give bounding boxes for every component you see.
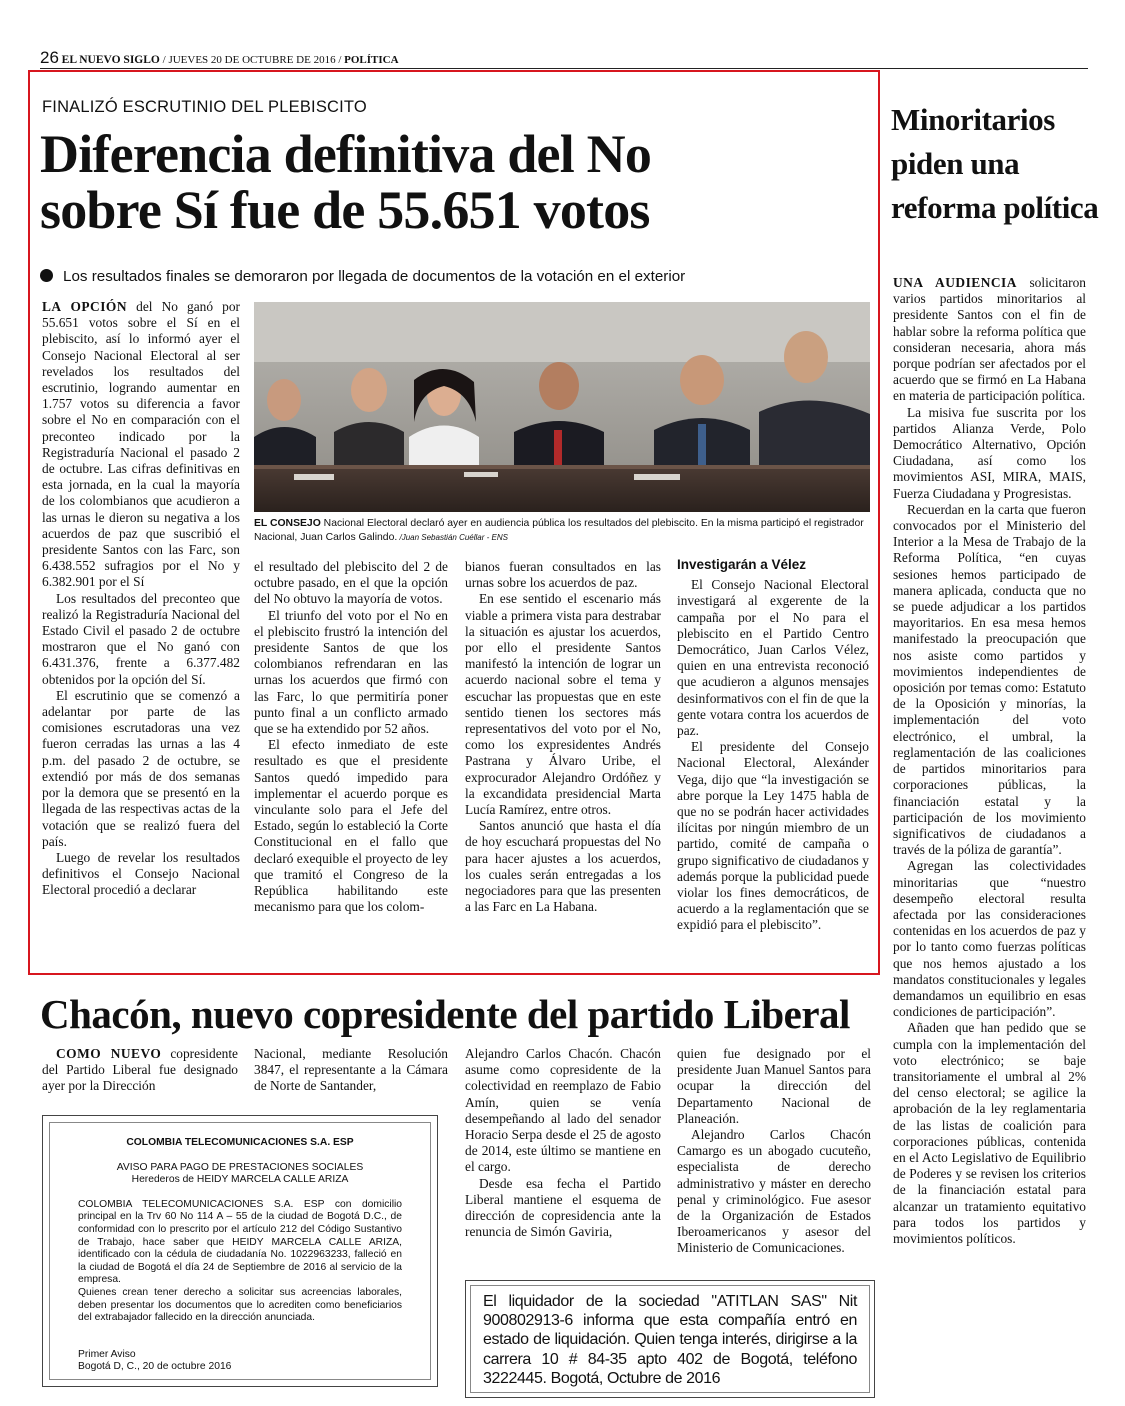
paragraph: quien fue designado por el presidente Juan Manuel Santos para ocupar la dirección del Departamento Nacional de Planeación. bbox=[677, 1046, 871, 1126]
paragraph: Recuerdan en la carta que fueron convocados por el Ministerio del Interior a la Mesa de Trabajo de la Reforma Política, “en cuyas sesiones hemos participado de manera aplicada, conducta que no se puede adjudicar a los partidos mayoritarios. En esa mesa hemos manifestado la preocupación que nos asiste como partidos y movimientos independientes de oposición por temas como: Estatuto de la Oposición y minorías, la implementación del voto electrónico, el umbral, la reglamentación de las coaliciones de partidos minoritarios para corporaciones públicas, la financiación estatal y la participación de los movimiento significativos de ciudadanos a través de la póliza de garantía”. bbox=[893, 501, 1086, 858]
main-headline bbox=[40, 126, 870, 238]
paragraph: Agregan las colectividades minoritarias que “nuestro desempeño electoral resulta afectada por las consideraciones contenidas en los acuerdos de paz y por lo tanto como fuerzas políticas que nos hemos ajustado a los mandatos constitucionales y legales demandamos un equilibrio en esas condiciones de participación”. bbox=[893, 858, 1086, 1020]
photo-illustration bbox=[254, 302, 870, 512]
news-photo bbox=[254, 302, 870, 512]
paragraph: del No ganó por 55.651 votos sobre el Sí en el plebiscito, así lo informó ayer el Consejo Nacional Electoral al ser revelados los resultados del escrutinio, logrando aumentar en 1.757 votos su diferencia a favor sobre el No en comparación con el preconteo indicado por la Registraduría Nacional el pasado 2 de octubre. Las cifras definitivas en esta jornada, en la cual la mayoría de los colombianos que acudieron a las urnas le dieron su negativa a los acuerdos de paz que suscribió el presidente Santos con las Farc, son 6.438.552 sufragios por el No y 6.382.901 por el Sí bbox=[42, 299, 241, 590]
paragraph: Los resultados del preconteo que realizó la Registraduría Nacional del Estado Civil el pasado 2 de octubre mostraron que el No ganó con 6.431.376, frente a 6.377.482 obtenidos por la opción del Sí. bbox=[42, 590, 240, 687]
paragraph: Añaden que han pedido que se cumpla con la implementación del voto electrónico; se baje transitoriamente el umbral al 2% del censo electoral; se agilice la aprobación de la ley reglamentaria de las listas de coalición para corporaciones públicas, contenida en el Acto Legislativo de Equilibrio de Poderes y se revisen los criterios de la financiación estatal para alcanzar un tratamiento equitativo para todos los partidos y movimientos políticos. bbox=[893, 1020, 1086, 1246]
paragraph: El presidente del Consejo Nacional Electoral, Alexánder Vega, dijo que “la investigación se abre porque la Ley 1475 habla de que no se podrán hacer actividades ilícitas por ningún miembro de un partido, comité de campaña o grupo significativo de ciudadanos y además porque la publicidad puede violar los fines democráticos, de acuerdo a la reglamentación que se expidió para el plebiscito”. bbox=[677, 739, 869, 933]
caption-text: Nacional Electoral declaró ayer en audiencia pública los resultados del plebiscito. En la misma participó el registrador Nacional, Juan Carlos Galindo. bbox=[254, 518, 864, 543]
notice-body: Quienes crean tener derecho a solicitar sus acreencias laborales, deben presentar los documentos que lo acrediten como beneficiarios del extrabajador fallecido en la dirección anunciada. bbox=[78, 1286, 402, 1324]
bullet-dot-icon bbox=[40, 269, 53, 282]
main-column-3 bbox=[465, 559, 661, 915]
notice-subtitle: Herederos de HEIDY MARCELA CALLE ARIZA bbox=[131, 1174, 349, 1186]
page-header: 26 EL NUEVO SIGLO / JUEVES 20 DE OCTUBRE DE 2016 / POLÍTICA bbox=[40, 48, 399, 67]
paragraph: Santos anunció que hasta el día de hoy escuchará propuestas del No para hacer ajustes a los acuerdos, los cuales serán entregadas a los negociadores para que las presenten a las Farc en La Habana. bbox=[465, 818, 661, 915]
side-column bbox=[893, 275, 1086, 1247]
notice-footer: Bogotá D, C., 20 de octubre 2016 bbox=[78, 1361, 232, 1373]
issue-date: JUEVES 20 DE OCTUBRE DE 2016 bbox=[168, 54, 336, 66]
paragraph: Nacional, mediante Resolución 3847, el representante a la Cámara de Norte de Santander, bbox=[254, 1046, 448, 1094]
paragraph: El triunfo del voto por el No en el plebiscito frustró la intención del presidente Santos de que los colombianos refrendaran en las urnas los acuerdos que firmó con las Farc, lo que permitiría poner punto final a un conflicto armado que se ha extendido por 52 años. bbox=[254, 607, 448, 737]
caption-lead: EL CONSEJO bbox=[254, 518, 321, 529]
paragraph: Desde esa fecha el Partido Liberal mantiene el esquema de dirección de copresidencia ante la renuncia de Simón Gaviria, bbox=[465, 1175, 661, 1240]
photo-credit: /Juan Sebastián Cuéllar - ENS bbox=[397, 533, 508, 542]
main-column-1 bbox=[42, 299, 240, 899]
subheading: Investigarán a Vélez bbox=[677, 557, 807, 572]
paragraph: bianos fueran consultados en las urnas sobre los acuerdos de paz. bbox=[465, 559, 661, 591]
paragraph: La misiva fue suscrita por los partidos Alianza Verde, Polo Democrático Alternativo, Opción Ciudadana, así como los movimientos ASI, MIRA, MAIS, Fuerza Ciudadana y Progresistas. bbox=[893, 404, 1086, 501]
paragraph: copresidente del Partido Liberal fue designado ayer por la Dirección bbox=[42, 1046, 238, 1094]
paragraph: Alejandro Carlos Chacón Camargo es un abogado cucuteño, especialista de derecho administrativo y máster en derecho penal y criminológico. Fue asesor de la Organización de Estados Iberoamericanos y asesor del Ministerio de Comunicaciones. bbox=[677, 1127, 871, 1256]
second-column-4 bbox=[677, 1046, 871, 1257]
notice-company: COLOMBIA TELECOMUNICACIONES S.A. ESP bbox=[126, 1137, 354, 1148]
paragraph: el resultado del plebiscito del 2 de octubre pasado, en el que la opción del No obtuvo la mayoría de votos. bbox=[254, 559, 448, 607]
second-column-3 bbox=[465, 1046, 661, 1240]
headline-line-1: Diferencia definitiva del No bbox=[40, 124, 652, 184]
lead-words: LA OPCIÓN bbox=[42, 299, 128, 314]
lead-words: COMO NUEVO bbox=[56, 1046, 162, 1061]
legal-notice-content bbox=[49, 1122, 431, 1380]
notice-title: AVISO PARA PAGO DE PRESTACIONES SOCIALES bbox=[116, 1161, 364, 1173]
main-column-2 bbox=[254, 559, 448, 915]
deck-text: Los resultados finales se demoraron por llegada de documentos de la votación en el exterior bbox=[63, 268, 686, 285]
notice-body: COLOMBIA TELECOMUNICACIONES S.A. ESP con domicilio principal en la Trv 60 No 114 A – 55 de la ciudad de Bogotá D.C., de conformidad con lo prescrito por el artículo 212 del Código Sustantivo de Trabajo, hace saber que HEIDY MARCELA CALLE ARIZA, identificado con la cédula de ciudadanía No. 1022963233, falleció en la ciudad de Bogotá el día 24 de Septiembre de 2016 al servicio de la empresa. bbox=[78, 1198, 402, 1286]
paragraph: El efecto inmediato de este resultado es que el presidente Santos quedó impedido para implementar el acuerdo porque es vinculante solo para el Jefe del Estado, según lo estableció la Corte Constitucional en el fallo que declaró exequible el proyecto de ley que tramitó el Congreso de la República habilitando este mecanismo para que los colom- bbox=[254, 737, 448, 915]
paragraph: En ese sentido el escenario más viable a primera vista para destrabar la situación es ajustar los acuerdos, por ello el presidente Santos manifestó la intención de lograr un acuerdo nacional sobre el tema y escuchar las propuestas que en este sentido tienen los sectores más representativos del voto por el No, como los expresidentes Andrés Pastrana y Álvaro Uribe, el exprocurador Alejandro Ordóñez y la excandidata presidencial Marta Lucía Ramírez, entre otros. bbox=[465, 591, 661, 818]
second-column-2 bbox=[254, 1046, 448, 1095]
notice-footer: Primer Aviso bbox=[78, 1348, 136, 1360]
header-rule bbox=[40, 68, 1088, 69]
side-headline: Minoritarios piden una reforma política bbox=[891, 102, 1099, 225]
lead-words: UNA AUDIENCIA bbox=[893, 275, 1017, 290]
paragraph: Luego de revelar los resultados definitivos el Consejo Nacional Electoral procedió a declarar bbox=[42, 849, 240, 898]
main-column-4 bbox=[677, 557, 869, 934]
legal-notice-box bbox=[42, 1115, 438, 1387]
paragraph: El Consejo Nacional Electoral investigará al exgerente de la campaña por el No para el plebiscito en el Partido Centro Democrático, Juan Carlos Vélez, quien en una entrevista reconoció que acudieron a algunos mensajes desinformativos con el fin de que la gente votara contra los acuerdos de paz. bbox=[677, 577, 869, 739]
photo-caption bbox=[254, 517, 870, 545]
second-column-1 bbox=[42, 1046, 238, 1095]
section-name: POLÍTICA bbox=[344, 54, 399, 66]
paper-name: EL NUEVO SIGLO bbox=[61, 54, 160, 66]
second-headline: Chacón, nuevo copresidente del partido Liberal bbox=[40, 991, 850, 1037]
paragraph: Alejandro Carlos Chacón. Chacón asume como copresidente de la colectividad en reemplazo de Fabio Amín, quien se venía desempeñando al lado del senador Horacio Serpa desde el 25 de agosto de 2014, este último se mantiene en el cargo. bbox=[465, 1046, 661, 1175]
liquidation-notice-text: El liquidador de la sociedad "ATITLAN SAS" Nit 900802913-6 informa que esta compañía entró en estado de liquidación. Quien tenga interés, dirigirse a la carrera 10 # 84-35 apto 402 de Bogotá, teléfono 3222445. Bogotá, Octubre de 2016 bbox=[470, 1285, 870, 1393]
liquidation-notice-box bbox=[465, 1280, 875, 1398]
story-deck bbox=[40, 268, 870, 285]
paragraph: solicitaron varios partidos minoritarios al presidente Santos con el fin de hablar sobre la reforma política que consideran necesaria, ahora más porque podrían ser afectados por el acuerdo que se firmó en La Habana en materia de participación política. bbox=[893, 275, 1086, 404]
story-kicker: FINALIZÓ ESCRUTINIO DEL PLEBISCITO bbox=[42, 98, 367, 116]
page-number: 26 bbox=[40, 48, 59, 67]
headline-line-2: sobre Sí fue de 55.651 votos bbox=[40, 180, 650, 240]
paragraph: El escrutinio que se comenzó a adelantar por parte de las comisiones escrutadoras una vez fueron cerradas las urnas a las 4 p.m. del pasado 2 de octubre, se extendió por más de dos semanas por la demora que se presentó en la llegada de las respectivas actas de la votación que se realizó fuera del país. bbox=[42, 687, 240, 849]
